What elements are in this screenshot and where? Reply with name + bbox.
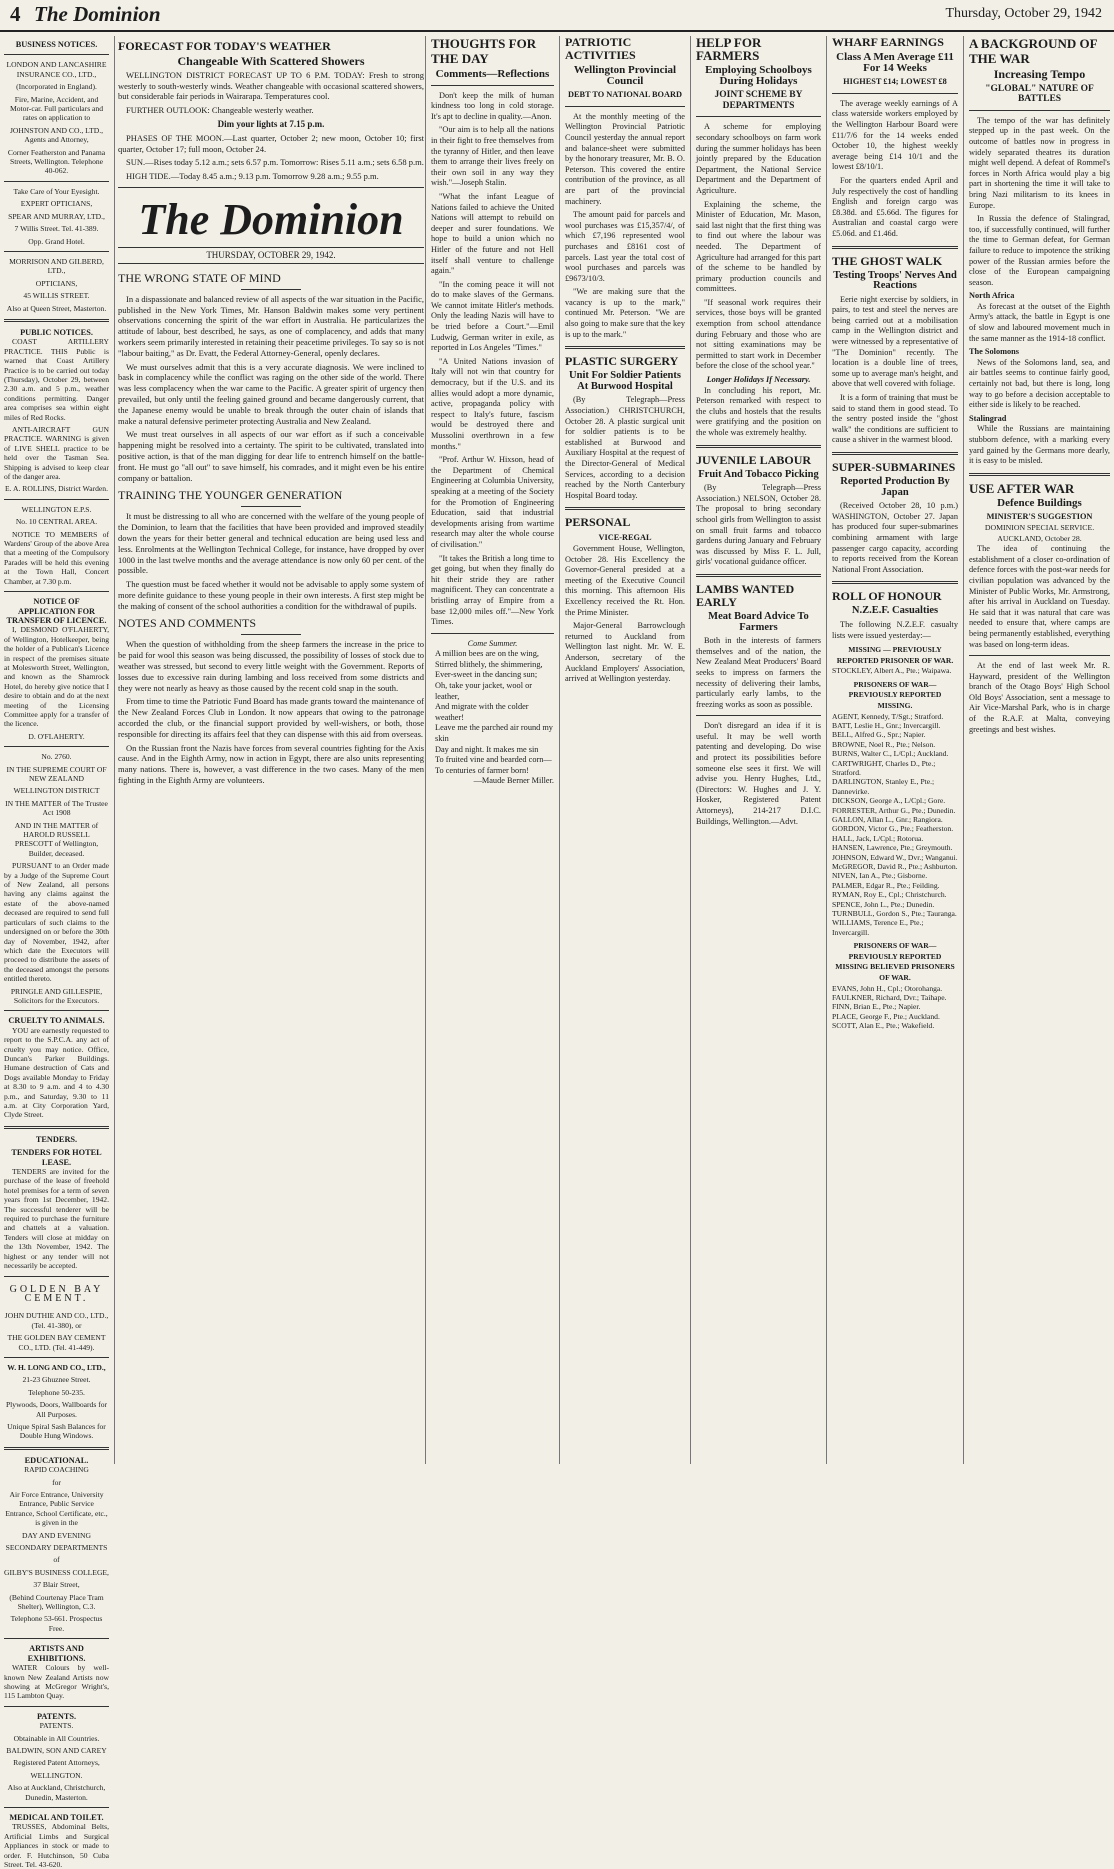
ad-patents <box>4 1721 109 1802</box>
submarines-heading: SUPER-SUBMARINES <box>832 460 956 474</box>
roll-entry: NIVEN, Ian A., Pte.; Gisborne. <box>832 871 928 881</box>
sun-times: SUN.—Rises today 5.12 a.m.; sets 6.57 p.m. Tomorrow: Rises 5.11 a.m.; sets 6.58 p.m. <box>126 157 424 168</box>
ad-line: EXPERT OPTICIANS, <box>20 199 93 209</box>
background-paragraph: In Russia the defence of Stalingrad, too, if successfully continued, will further the time to German defeat, for German failure to reduce to impotence the striking power of the Russian armies before the close of the European campaigning season. <box>969 214 1110 287</box>
ad-line: (Behind Courtenay Place Tram Shelter), Wellington, C.3. <box>9 1592 104 1612</box>
roll-entry: HALL, Jack, L/Cpl.; Rotorua. <box>832 833 924 843</box>
farmers-paragraph: "If seasonal work requires their services, those boys will be granted exemption from school attendance during February and those who are not sitting examinations may be permitted to start work in December before the close of the school year." <box>696 297 821 371</box>
roll-entry: DICKSON, George A., L/Cpl.; Gore. <box>832 796 946 806</box>
tenders-heading: TENDERS. <box>35 1134 78 1144</box>
background-paragraph: While the Russians are maintaining stubborn defence, with a marking every yard gained by the Germans more dearly, it is easy to be misled. <box>969 424 1110 466</box>
issue-date: Thursday, October 29, 1942 <box>945 6 1102 21</box>
ad-line: OPTICIANS, <box>35 278 78 288</box>
ad-line: 45 WILLIS STREET. <box>23 291 90 301</box>
use-after-war-subheading: Defence Buildings <box>997 496 1082 509</box>
roll-entry: BURNS, Walter C., L/Cpl.; Auckland. <box>832 749 949 759</box>
column-notices <box>0 36 113 1869</box>
farmers-paragraph: A scheme for employing secondary schoolboys on farm work during the summer holidays has been jointly prepared by the Education Department, the National Service Department and the Department of Agriculture. <box>696 122 821 195</box>
roll-entry: GALLON, Allan L., Gnr.; Rangiora. <box>832 814 943 824</box>
lambs-heading: LAMBS WANTED EARLY <box>696 581 795 609</box>
roll-entry: PALMER, Edgar R., Pte.; Feilding. <box>832 880 940 890</box>
ad-lancashire <box>4 60 109 175</box>
farmers-heading: HELP FOR FARMERS <box>696 35 762 63</box>
poem-line: And migrate with the colder weather! <box>435 702 529 722</box>
farmers-paragraph: Explaining the scheme, the Minister of Education, Mr. Mason, said last night that the first thing was to find out where the labour was needed. The Department of Agriculture had arranged for this part of the scheme to be handled by primary production councils and committees. <box>696 199 821 294</box>
ad-line: Also at Queen Street, Masterton. <box>6 303 107 313</box>
patents-heading: PATENTS. <box>36 1711 77 1721</box>
tenders-body: TENDERS are invited for the purchase of the lease of freehold hotel premises for a term of seven years from 1st December, 1942. The successful tenderer will be required to purchase the furniture and chattels at a valuation. Tenders will close at midday on the 13th November, 1942. The highest or any tender will not necessarily be accepted. <box>4 1167 109 1271</box>
roll-entry: AGENT, Kennedy, T/Sgt.; Stratford. <box>832 711 944 721</box>
thought: "What the infant League of Nations failed to achieve the United Nations will attempt to rebuild on deeper and surer foundations. We hope to build a union which no Hitler of the future and not Hell itself shall venture to challenge again." <box>431 191 554 276</box>
thought: "In the coming peace it will not do to make slaves of the Germans. We cannot imitate Hitler's methods. Only the leading Nazis will have to be tried before a Court."—Emil Ludwig, German writer in exile, as reported in Los Angeles "Times." <box>431 279 554 353</box>
ad-line: JOHN DUTHIE AND CO., LTD., (Tel. 41-380), or <box>4 1311 109 1330</box>
notice-eps <box>4 505 109 527</box>
roll-entry: PLACE, George F., Pte.; Auckland. <box>832 1011 940 1021</box>
ad-line: Telephone 53-661. Prospectus Free. <box>10 1614 103 1633</box>
notice-artillery: COAST ARTILLERY PRACTICE. THIS Public is warned that Coast Artillery Practice is to be carried out today (Thursday), October 29, between 2.30 a.m. and 5 p.m., weather conditions permitting. Danger area comprises sea within eight miles of Red Rocks. <box>4 337 109 422</box>
ad-line: SECONDARY DEPARTMENTS <box>5 1543 108 1553</box>
roll-entry: DARLINGTON, Stanley E., Pte.; Dannevirke. <box>832 777 935 796</box>
roll-of-honour-heading: ROLL OF HONOUR <box>832 589 942 604</box>
ad-line: for <box>52 1477 61 1487</box>
patriotic-deck: DEBT TO NATIONAL BOARD <box>568 90 682 100</box>
cruelty-heading: CRUELTY TO ANIMALS. <box>8 1016 105 1026</box>
farmers-paragraph: In concluding his report, Mr. Peterson remarked with respect to the clubs and hostels that the results were gratifying and the position on the whole was extremely healthy. <box>696 385 821 437</box>
ad-golden-bay: GOLDEN BAY <box>9 1283 104 1295</box>
thought: "It takes the British a long time to get going, but when they finally do hit their stride they are rather magnificent. They can concentrate a bristling array of Empire from a base 12,000 miles off."—New York Times. <box>431 553 554 627</box>
medical-body: TRUSSES, Abdominal Belts, Artificial Limbs and Surgical Appliances in stock or made to order. F. Hutchinson, 50 Cuba Street. Tel. 43-620. <box>4 1822 109 1869</box>
ad-line: BALDWIN, SON AND CAREY <box>6 1745 107 1755</box>
poem-line: Oh, take your jacket, wool or leather, <box>435 681 532 701</box>
wharf-paragraph: The average weekly earnings of A class waterside workers employed by the Wellington Harbour Board were £11/7/6 for the 14 weeks ended October 10, the highest weekly average being £14 10/1 and the lowest £8/10/1. <box>832 98 958 172</box>
column-rule <box>963 36 964 1464</box>
background-deck: "GLOBAL" NATURE OF BATTLES <box>985 83 1094 105</box>
section-heading-public: PUBLIC NOTICES. <box>20 327 93 337</box>
ad-line: Plywoods, Doors, Wallboards for All Purposes. <box>5 1400 108 1419</box>
roll-entry: SCOTT, Alan E., Pte.; Wakefield. <box>832 1021 935 1031</box>
patriotic-subheading: Wellington Provincial Council <box>573 64 677 87</box>
column-farmers <box>692 36 825 1464</box>
personal-body: Government House, Wellington, October 28. His Excellency the Governor-General presided at a meeting of the Executive Council this morning. This afternoon His Excellency received the Rt. Hon. the Prime Minister. <box>565 543 685 617</box>
poem <box>431 649 554 776</box>
roll-category: PRISONERS OF WAR—PREVIOUSLY REPORTED MISSING BELIEVED PRISONERS OF WAR. <box>835 941 955 983</box>
roll-list <box>832 712 958 938</box>
ad-line: DAY AND EVENING <box>21 1530 92 1540</box>
notes-paragraph: On the Russian front the Nazis have forces from several countries fighting for the Axis cause. And in the Eighth Army, now in action in Egypt, there are also units representing many nations. There is, however, a vast difference in the two cases. Many of the men fighting in the Eighth Army are volunteers. <box>118 742 424 786</box>
roll-entry: STOCKLEY, Albert A., Pte.; Waipawa. <box>832 666 952 676</box>
wharf-paragraph: For the quarters ended April and July respectively the cost of handling English and foreign cargo was £8.38d. and £5.66d. The figures for Australian and coastal cargo were £5.06d. and £1.46d. <box>832 175 958 238</box>
use-after-war-deck: MINISTER'S SUGGESTION <box>986 512 1093 522</box>
poem-line: Leave me the parched air round my skin <box>435 723 553 744</box>
masthead <box>0 0 1114 32</box>
column-thoughts <box>427 36 558 1464</box>
roll-entry: McGREGOR, David R., Pte.; Ashburton. <box>832 862 958 871</box>
roll-category: PRISONERS OF WAR—PREVIOUSLY REPORTED MISSING. <box>848 679 942 710</box>
ad-line: SPEAR AND MURRAY, LTD., <box>8 211 105 221</box>
ad-line: (Incorporated in England). <box>16 82 97 92</box>
roll-list <box>832 984 958 1031</box>
editorial-paragraph: In a dispassionate and balanced review of all aspects of the war situation in the Pacific, published in the New York Times, Mr. Hanson Baldwin makes some very pertinent observations concerning the spirit of the war effort in Australia. He particularizes the attitude of labour, best described, he says, as one of complacency, and adds that many workers seem primarily interested in retaining their peacetime privileges. To say so is not "labour baiting," as Dr. Evatt, the Federal Attorney-General, openly declares. <box>118 293 424 358</box>
notice-body: NOTICE TO MEMBERS of Wardens' Group of the above Area that a meeting of the Compulsory Parades will be held this evening at the Town Hall, Concert Chamber, at 7.30 p.m. <box>4 529 109 586</box>
ad-line: THE GOLDEN BAY CEMENT CO., LTD. (Tel. 41-449). <box>7 1333 106 1352</box>
ad-line: Opp. Grand Hotel. <box>28 236 85 246</box>
notice-anti-aircraft: ANTI-AIRCRAFT GUN PRACTICE. WARNING is given of LIVE SHELL practice to be held over the Tasman Sea. Shipping is advised to keep clear of the danger area. <box>4 425 109 482</box>
ad-golden-bay-agents <box>4 1311 109 1352</box>
roll-entry: FORRESTER, Arthur G., Pte.; Dunedin. <box>832 805 956 815</box>
roll-entry: BATT, Leslie H., Gnr.; Invercargill. <box>832 720 941 730</box>
poem-line: A million bees are on the wing, <box>435 649 539 659</box>
ghost-walk-paragraph: It is a form of training that must be said to stand them in good stead. To the sentry posted inside the "ghost walk" the conditions are sufficient to cause a shiver in the warmest blood. <box>832 393 958 445</box>
roll-entry: SPENCE, John L., Pte.; Dunedin. <box>832 899 935 909</box>
notes-paragraph: When the question of withholding from the sheep farmers the increase in the price to be paid for wool this season was being discussed, the possibility of losses of stock due to weather was stressed, but second to every little weight with the Government. Reports of losses due to excessive rain during lambing and loss received from some districts and they were not nearly as heavy as those caused by the recent cold snap in the south. <box>118 639 424 693</box>
plastic-surgery-body: (By Telegraph—Press Association.) CHRISTCHURCH, October 28. A plastic surgical unit for soldier patients is to be established at Burwood and Auxiliary Hospital at the request of the Director-General of Medical Services, according to a decision reached by the North Canterbury Hospital Board today. <box>565 395 685 500</box>
ad-line: of <box>53 1555 60 1565</box>
thought: "Our aim is to help all the nations in their fight to free themselves from the tyranny of Hitler, and then leave them to arrange their lives freely on their own soil in any way they wish."—Joseph Stalin. <box>431 125 554 188</box>
poem-author: —Maude Berner Miller. <box>473 776 554 786</box>
notice-line: WELLINGTON E.P.S. <box>21 504 92 514</box>
forecast-outlook: FURTHER OUTLOOK: Changeable westerly weather. <box>126 105 314 116</box>
editorial-paragraph: It must be distressing to all who are concerned with the welfare of the young people of the Dominion, to learn that the facilities that have been provided and improved steadily down the years for their better general and technical education are being used less and less. Enrolments at the Wellington Technical College, for instance, have dropped by over 1000 in the last twelve months and the average attendance is now only 60 per cent. of the possible. <box>118 511 424 576</box>
artists-body: WATER Colours by well-known New Zealand Artists now showing at McGregor Wright's, 115 Lambton Quay. <box>4 1663 109 1701</box>
tenders-subheading: TENDERS FOR HOTEL LEASE. <box>11 1148 102 1167</box>
plastic-surgery-subheading: Unit For Soldier Patients At Burwood Hospital <box>569 370 681 392</box>
lambs-subheading: Meat Board Advice To Farmers <box>708 610 809 633</box>
personal-subheading: VICE-REGAL <box>598 533 652 543</box>
crosshead-stalingrad: Stalingrad <box>969 413 1007 423</box>
court-line: No. 2760. <box>41 752 72 762</box>
patriotic-heading: PATRIOTIC ACTIVITIES <box>565 35 636 62</box>
column-rule <box>114 36 115 1464</box>
personal-body: Major-General Barrowclough returned to Auckland from Wellington last night. Mr. W. E. Anderson, secretary of the Auckland Employers' Association, arrived at Wellington yesterday. <box>565 621 685 684</box>
roll-entry: EVANS, John H., Cpl.; Otorohanga. <box>832 983 943 993</box>
juvenile-subheading: Fruit And Tobacco Picking <box>698 468 819 480</box>
patriotic-paragraph: At the monthly meeting of the Wellington Provincial Patriotic Council yesterday the annual report and balance-sheet were submitted by the honorary treasurer, Mr. B. O. Peterson. This covered the entire contribution of the province, as all are part of the provincial machinery. <box>565 111 685 206</box>
ad-line: 7 Willis Street. Tel. 41-389. <box>14 224 99 234</box>
thought: "A United Nations invasion of Italy will not win that country for democracy, but if the U.S. and its allies would adopt a more dynamic, active, propaganda policy with respect to Italy's future, fascism would be destroyed there and Mussolini overthrown in a few months." <box>431 356 554 451</box>
background-subheading: Increasing Tempo <box>993 67 1086 81</box>
roll-entry: GORDON, Victor G., Pte.; Featherston. <box>832 824 954 834</box>
roll-entry: JOHNSON, Edward W., Dvr.; Wanganui. <box>832 852 958 862</box>
ad-line: MORRISON AND GILBERD, LTD., <box>9 256 104 276</box>
notice-signature: E. A. ROLLINS, District Warden. <box>4 484 108 494</box>
lambs-body: Both in the interests of farmers themselves and of the nation, the New Zealand Meat Producers' Board seeks to impress on farmers the necessity of delivering their lambs, particularly early lambs, to the freezing works as soon as possible. <box>696 636 821 709</box>
editorial-heading-training: TRAINING THE YOUNGER GENERATION <box>118 488 343 503</box>
ad-line: WELLINGTON. <box>30 1770 83 1780</box>
background-paragraph: The tempo of the war has definitely stepped up in the past week. On the outcome of battles now in progress in widely separated theatres its duration might well depend. A defeat of Rommel's forces in North Africa would play a big part in shortening the time it will take to bring Nazi militarism to its knees in Europe. <box>969 115 1110 210</box>
poem-line: Ever-sweet in the dancing sun; <box>435 670 538 680</box>
roll-entry: TURNBULL, Gordon S., Pte.; Tauranga. <box>832 909 957 919</box>
editorial-flag: The Dominion <box>138 194 404 244</box>
personal-heading: PERSONAL <box>565 515 631 530</box>
ad-line: W. H. LONG AND CO., LTD., <box>7 1362 106 1372</box>
use-after-war-paragraph: The idea of continuing the establishment of a closer co-ordination of defence forces with the post-war needs for civilian population was advanced by the Minister of Public Works, Mr. Armstrong, after his arrival in Auckland on Tuesday. He said that it was natural that care was needed to ensure that, where camps are being permanently established, everything was based on long-term ideas. <box>969 544 1110 649</box>
ghost-walk-subheading: Testing Troops' Nerves And Reactions <box>833 269 957 292</box>
roll-entry: RYMAN, Roy E., Cpl.; Christchurch. <box>832 890 947 900</box>
ad-line: PATENTS. <box>39 1721 74 1731</box>
crosshead-solomons: The Solomons <box>969 347 1020 357</box>
ad-line: Telephone 50-235. <box>28 1387 85 1397</box>
patent-advertisement: Don't disregard an idea if it is useful. It may be well worth patenting and developing. Do wise and protect its possibilities before someone else sees it first. We will advise you. Henry Hughes, Ltd., (Directors: W. Hughes and J. Y. Hosker, Registered Patent Attorneys), 214-217 D.I.C. Buildings, Wellington.—Advt. <box>696 721 821 826</box>
forecast-heading: FORECAST FOR TODAY'S WEATHER <box>118 39 331 53</box>
ad-line: Unique Spiral Sash Balances for Double Hung Windows. <box>7 1421 106 1441</box>
farmers-subheading: Employing Schoolboys During Holidays <box>705 64 812 87</box>
column-rule <box>826 36 827 1464</box>
patriotic-paragraph: "We are making sure that the vacancy is up to the mark," continued Mr. Peterson. "We are also going to make sure that the key is up to the mark." <box>565 287 685 339</box>
wharf-heading: WHARF EARNINGS <box>832 35 944 49</box>
court-line: WELLINGTON DISTRICT <box>13 786 100 796</box>
ad-line: 37 Blair Street, <box>33 1580 80 1590</box>
poem-line: Day and night. It makes me sin <box>435 744 539 754</box>
editorial-paragraph: We must ourselves admit that this is a very accurate diagnosis. We were inclined to bask in complacency while the conflict was raging on the other side of the world. There was less complacency when the war came to the Pacific. A greater spirit of urgency then prevailed, but only until the feeling gained ground and became dangerously current, that the Japanese enemy would be unable to break through the outer chain of islands that make a natural defensive perimeter protecting Australia and New Zealand. <box>118 361 424 426</box>
roll-entry: WILLIAMS, Terence E., Pte.; Invercargill. <box>832 918 924 937</box>
ghost-walk-heading: THE GHOST WALK <box>832 253 943 268</box>
patriotic-paragraph: The amount paid for parcels and wool purchases was £15,357/4/, of which £7,196 represented wool purchases and £8161 cost of parcels. Last year the total cost of wool purchases and parcels was £9673/10/3. <box>565 210 685 283</box>
poem-line: To centuries of farmer born! <box>435 765 529 775</box>
newspaper-name: The Dominion <box>34 2 161 26</box>
crosshead-north-africa: North Africa <box>969 291 1015 301</box>
editorial-paragraph: We must treat ourselves in all aspects of our war effort as if such a conceivable happening might be resolved into a certainty. The spirit to be cultivated, translated into positive action, is that of the man digging for dear life to entrench himself on the battle-front. He must go "all out" to save himself, his comrades, and it might even be his entire company or battalion. <box>118 429 424 483</box>
editorial-paragraph: The question must be faced whether it would not be advisable to apply some system of more definite guidance to these young people in their own interests. A first step might be the making of consent of the school authorities a condition for the withdrawal of pupils. <box>118 579 424 611</box>
submarines-body: (Received October 28, 10 p.m.) WASHINGTON, October 27. Japan has produced four super-submarines combining armament with large passenger cargo capacity, according to reports received from the Korean National Front Association. <box>832 501 958 574</box>
roll-entry: HANSEN, Lawrence, Pte.; Greymouth. <box>832 843 953 853</box>
educational-heading: EDUCATIONAL. <box>24 1455 89 1465</box>
wharf-deck: HIGHEST £14; LOWEST £8 <box>843 77 947 87</box>
background-heading: A BACKGROUND OF THE WAR <box>969 36 1098 66</box>
thought: Don't keep the milk of human kindness too long in cold storage. It's apt to decline in quality.—Anon. <box>431 90 554 121</box>
forecast-body: WELLINGTON DISTRICT FORECAST UP TO 6 P.M. TODAY: Fresh to strong westerly to south-westerly winds. Weather changeable with occasional scattered showers, but considerable fair periods in Wairarapa. Temperatures cool. <box>118 69 424 102</box>
page-number: 4 <box>10 2 21 26</box>
ad-line: Air Force Entrance, University Entrance, Public Service Entrance, School Certificate, etc., is given in the <box>5 1490 108 1528</box>
wharf-subheading: Class A Men Average £11 For 14 Weeks <box>836 51 954 74</box>
editorial-heading-wrong-state: THE WRONG STATE OF MIND <box>118 270 281 285</box>
farmers-deck: JOINT SCHEME BY DEPARTMENTS <box>714 90 803 111</box>
use-after-war-dateline: DOMINION SPECIAL SERVICE. AUCKLAND, October 28. <box>984 522 1095 543</box>
column-rule <box>559 36 560 1464</box>
editorial-date: THURSDAY, OCTOBER 29, 1942. <box>118 247 424 264</box>
ad-line: JOHNSTON AND CO., LTD., Agents and Attorney, <box>9 125 104 145</box>
court-notice-header <box>4 752 109 858</box>
roll-of-honour-subheading: N.Z.E.F. Casualties <box>851 605 939 617</box>
ad-gilby <box>4 1465 109 1633</box>
section-heading-business: BUSINESS NOTICES. <box>15 40 98 49</box>
juvenile-body: (By Telegraph—Press Association.) NELSON, October 28. The proposal to bring secondary school girls from Wellington to assist on small fruit farms and tobacco gardens during January and February was discussed by Miss F. L. Jull, girls' vocational guidance officer. <box>696 483 821 567</box>
court-line: IN THE MATTER of The Trustee Act 1908 <box>5 798 108 818</box>
roll-category: MISSING — PREVIOUSLY REPORTED PRISONER OF WAR. <box>836 645 954 665</box>
ad-opticians <box>4 187 109 246</box>
roll-entry: CARTWRIGHT, Charles D., Pte.; Stratford. <box>832 758 936 777</box>
column-rule <box>425 36 426 1464</box>
notes-paragraph: From time to time the Patriotic Fund Board has made grants toward the maintenance of the New Zealand Forces Club in London. It now appears that owing to the patronage accorded the club, or the financial support provided by well-wishers, or both, those responsible for directing its affairs feel that they can dispense with this aid from overseas. <box>118 696 424 739</box>
dim-lights: Dim your lights at 7.15 p.m. <box>217 118 325 129</box>
notice-line: No. 10 CENTRAL AREA. <box>15 517 98 527</box>
roll-entry: FINN, Brian E., Pte.; Napier. <box>832 1002 921 1012</box>
forecast-subheading: Changeable With Scattered Showers <box>177 54 365 68</box>
thoughts-subheading: Comments—Reflections <box>435 68 550 80</box>
juvenile-heading: JUVENILE LABOUR <box>696 452 812 467</box>
roll-entry: FAULKNER, Richard, Dvr.; Taihape. <box>832 993 947 1003</box>
ad-line: Registered Patent Attorneys, <box>13 1758 100 1768</box>
ad-line: LONDON AND LANCASHIRE INSURANCE CO., LTD., <box>6 60 107 79</box>
submarines-subheading: Reported Production By Japan <box>840 476 950 498</box>
column-rule <box>690 36 691 1464</box>
moon-phases: PHASES OF THE MOON.—Last quarter, October 2; new moon, October 10; first quarter, October 17; full moon, October 24. <box>118 132 424 154</box>
ad-morrison <box>4 257 109 313</box>
artists-heading: ARTISTS AND EXHIBITIONS. <box>27 1644 86 1663</box>
roll-intro: The following N.Z.E.F. casualty lists were issued yesterday:— <box>832 619 958 640</box>
court-line: IN THE SUPREME COURT OF NEW ZEALAND <box>6 764 107 783</box>
use-after-war-heading: USE AFTER WAR <box>969 480 1075 496</box>
column-patriotic <box>561 36 689 1464</box>
ad-golden-bay-sub: CEMENT. <box>24 1292 89 1304</box>
editorial-block <box>118 36 424 1464</box>
court-line: AND IN THE MATTER of HAROLD RUSSELL PRESCOTT of Wellington, Builder, deceased. <box>14 820 99 858</box>
farmers-crosshead: Longer Holidays If Necessary. <box>706 375 811 385</box>
poem-line: To fruited vine and bearded corn— <box>435 755 552 765</box>
background-paragraph: News of the Solomons land, sea, and air battles seems to continue fairly good, certainly not bad, but there is long, long way to go before a decision acceptable to either side is likely to be reached. <box>969 357 1110 410</box>
background-paragraph: As forecast at the outset of the Eighth Army's attack, the battle in Egypt is one of slow and laboured movement much in the same manner as the 1914-18 conflict. <box>969 301 1110 343</box>
notice-licence-heading: NOTICE OF APPLICATION FOR TRANSFER OF LICENCE. <box>6 597 107 625</box>
ad-line: GILBY'S BUSINESS COLLEGE, <box>4 1567 109 1577</box>
editorial-heading-notes: NOTES AND COMMENTS <box>118 616 257 631</box>
column-wharf <box>828 36 962 1464</box>
malta-paragraph: At the end of last week Mr. R. Hayward, president of the Wellington branch of the Otago Boys' High School Old Boys' Association, sent a message to Air Vice-Marshal Park, who is in charge of the R.A.F. at Malta, conveying greetings and best wishes. <box>969 661 1110 734</box>
ad-line: Obtainable in All Countries. <box>13 1733 100 1743</box>
court-notice-body: PURSUANT to an Order made by a Judge of the Supreme Court of New Zealand, all persons having any claims against the estate of the above-named deceased are required to send full particulars of such claims to the undersigned on or before the 30th day of November, 1942, after which date the Executors will proceed to distribute the assets of the deceased amongst the persons entitled thereto. <box>4 861 109 984</box>
roll-entry: BROWNE, Noel R., Pte.; Nelson. <box>832 739 936 749</box>
cruelty-body: YOU are earnestly requested to report to the S.P.C.A. any act of cruelty you may notice. Office, Duncan's Parker Buildings. Humane destruction of Cats and Dogs available Monday to Friday at 8.30 to 9 a.m. and 4 to 4.30 p.m., and Saturday, 9.30 to 11 a.m. at City Corporation Yard, Clyde Street. <box>4 1025 109 1120</box>
thought: "Prof. Arthur W. Hixson, head of the Department of Chemical Engineering at Columbia University, speaking at a meeting of the Society for the Promotion of Engineering Education, said that industrial developments arising from wartime research may alter the whole course of civilisation." <box>431 455 554 549</box>
court-notice-signature: PRINGLE AND GILLESPIE, Solicitors for the Executors. <box>10 986 103 1005</box>
ad-line: Corner Featherston and Panama Streets, Wellington. Telephone 40-062. <box>7 147 106 176</box>
ad-line: Also at Auckland, Christchurch, Dunedin, Masterton. <box>7 1783 106 1802</box>
ad-line: Fire, Marine, Accident, and Motor-car. Full particulars and rates on application to <box>9 94 104 123</box>
notice-licence-body: I, DESMOND O'FLAHERTY, of Wellington, Hotelkeeper, being the holder of a Publican's Licence in respect of the premises situate at Molesworth Street, Wellington, and known as the Shamrock Hotel, do hereby give notice that I desire to obtain and do at the next meeting of the Licensing Committee apply for a transfer of the licence. <box>4 625 109 729</box>
ad-line: Take Care of Your Eyesight. <box>13 186 100 196</box>
column-background <box>965 36 1114 1464</box>
medical-heading: MEDICAL AND TOILET. <box>9 1812 104 1822</box>
ad-line: 21-23 Ghuznee Street. <box>22 1375 91 1385</box>
roll-entry: BELL, Alfred G., Spr.; Napier. <box>832 730 926 740</box>
ghost-walk-paragraph: Eerie night exercise by soldiers, in pairs, to test and steel the nerves are being carried out at a mobilisation camp in the Wellington district and were witnessed by a representative of "The Dominion" recently. The location is a double line of trees, some up to average man's height, and above that well covered with foliage. <box>832 294 958 389</box>
poem-line: Stirred blithely, the shimmering, <box>435 659 543 669</box>
poem-title: Come Summer. <box>467 638 518 648</box>
plastic-surgery-heading: PLASTIC SURGERY <box>565 354 679 369</box>
thoughts-heading: THOUGHTS FOR THE DAY <box>431 36 537 66</box>
ad-long <box>4 1363 109 1441</box>
notice-licence-signature: D. O'FLAHERTY. <box>28 731 85 741</box>
ad-line: RAPID COACHING <box>24 1465 89 1475</box>
tide-times: HIGH TIDE.—Today 8.45 a.m.; 9.13 p.m. Tomorrow 9.28 a.m.; 9.55 p.m. <box>126 171 379 182</box>
